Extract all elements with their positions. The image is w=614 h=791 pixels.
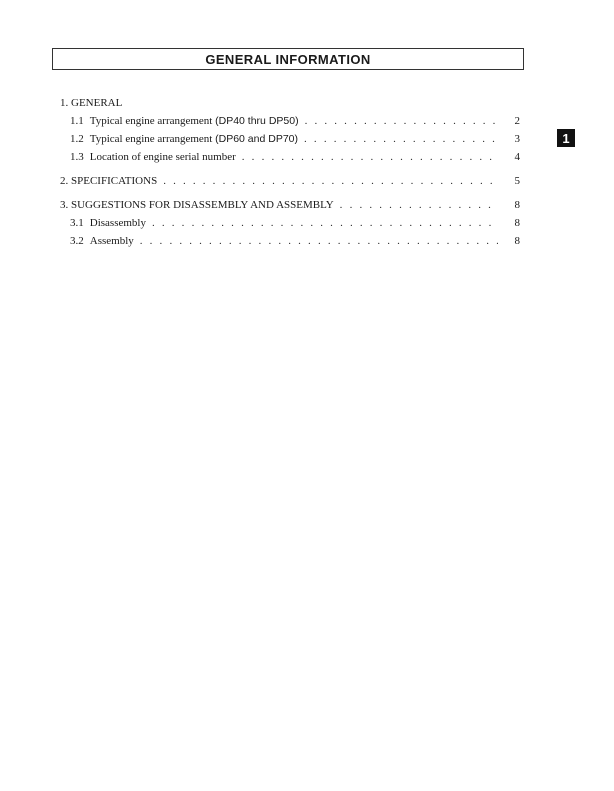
toc-entry-1-1[interactable] bbox=[60, 112, 520, 130]
page-title: GENERAL INFORMATION bbox=[205, 51, 371, 67]
toc-page-number: 8 bbox=[514, 217, 520, 229]
toc-entry-3-2[interactable] bbox=[60, 232, 520, 250]
toc-page-number: 8 bbox=[514, 199, 520, 211]
toc-section-suggestions[interactable] bbox=[60, 196, 520, 214]
toc-entry-model-range: (DP40 thru DP50) bbox=[215, 115, 299, 127]
toc-entry-1-2[interactable] bbox=[60, 130, 520, 148]
table-of-contents bbox=[60, 94, 520, 250]
dot-leader bbox=[163, 172, 498, 190]
toc-entry-text: 2. SPECIFICATIONS bbox=[60, 175, 158, 187]
toc-entry-text: Disassembly bbox=[89, 217, 146, 229]
toc-entry-1-3[interactable] bbox=[60, 148, 520, 166]
dot-leader bbox=[305, 112, 498, 130]
toc-entry-number: 1.2 bbox=[70, 133, 84, 145]
toc-page-number: 2 bbox=[514, 115, 520, 127]
toc-entry-model-range: (DP60 and DP70) bbox=[215, 133, 299, 145]
toc-entry-number: 1.1 bbox=[70, 115, 84, 127]
toc-entry-text: Typical engine arrangement bbox=[89, 115, 213, 127]
toc-entry-3-1[interactable] bbox=[60, 214, 520, 232]
chapter-tab-badge: 1 bbox=[557, 129, 575, 147]
toc-entry-text: Location of engine serial number bbox=[89, 151, 236, 163]
toc-entry-text: 3. SUGGESTIONS FOR DISASSEMBLY AND ASSEMBLY bbox=[60, 199, 334, 211]
toc-entry-number: 3.1 bbox=[70, 217, 84, 229]
toc-entry-number: 3.2 bbox=[70, 235, 84, 247]
dot-leader bbox=[152, 214, 498, 232]
toc-page-number: 5 bbox=[514, 175, 520, 187]
toc-page-number: 3 bbox=[514, 133, 520, 145]
toc-page-number: 8 bbox=[514, 235, 520, 247]
dot-leader bbox=[140, 232, 498, 250]
toc-entry-text: Assembly bbox=[89, 235, 134, 247]
toc-entry-text: Typical engine arrangement bbox=[89, 133, 213, 145]
dot-leader bbox=[242, 148, 498, 166]
toc-entry-number: 1.3 bbox=[70, 151, 84, 163]
dot-leader bbox=[340, 196, 498, 214]
toc-section-specifications[interactable] bbox=[60, 172, 520, 190]
page-header-box bbox=[52, 48, 524, 70]
toc-page-number: 4 bbox=[514, 151, 520, 163]
dot-leader bbox=[304, 130, 498, 148]
toc-section-general: 1. GENERAL bbox=[60, 97, 123, 109]
